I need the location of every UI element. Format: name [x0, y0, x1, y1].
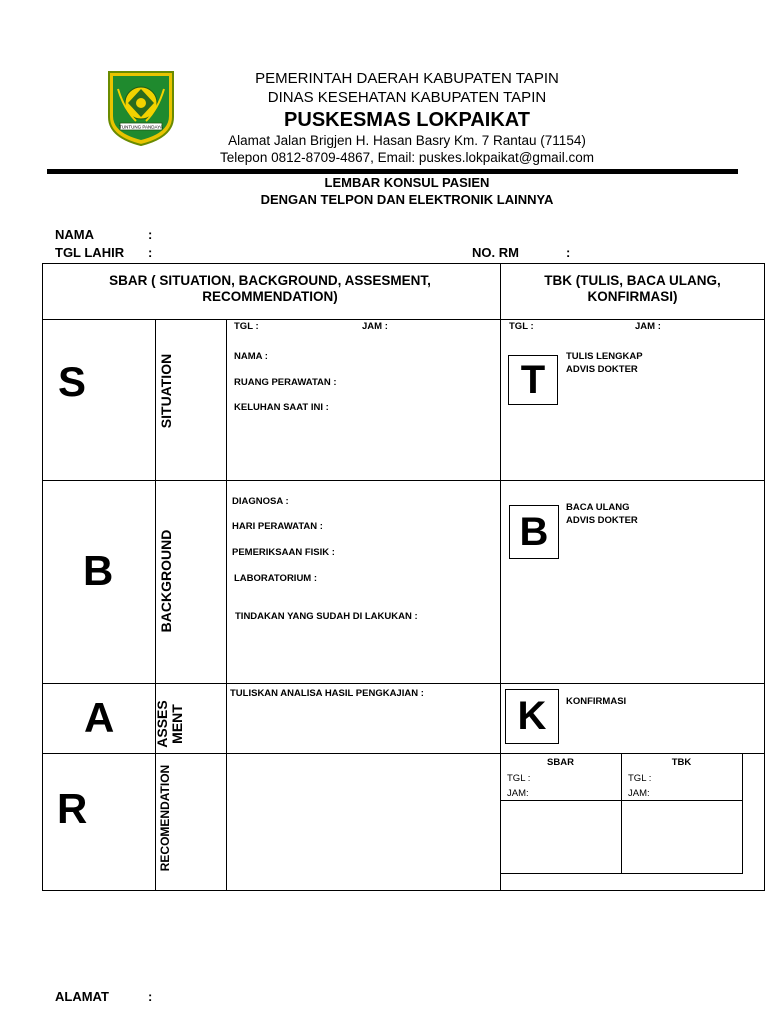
letter-r: R	[57, 785, 88, 832]
jam-label: JAM :	[362, 321, 388, 332]
table-divider	[42, 683, 765, 684]
header-contact: Telepon 0812-8709-4867, Email: puskes.lokpaikat@gmail.com	[220, 150, 594, 165]
svg-text:TUNTUNG PANDAYA: TUNTUNG PANDAYA	[119, 124, 163, 130]
sign-sbar-tgl: TGL :	[507, 773, 531, 784]
recommendation-label: RECOMENDATION	[158, 764, 172, 872]
form-subtitle: DENGAN TELPON DAN ELEKTRONIK LAINNYA	[260, 192, 554, 207]
background-pemeriksaan: PEMERIKSAAN FISIK :	[232, 547, 335, 558]
assessment-label: ASSES MENT	[154, 700, 185, 748]
form-title: LEMBAR KONSUL PASIEN	[324, 175, 490, 190]
no-rm-colon: :	[566, 245, 571, 260]
konfirmasi-text: KONFIRMASI	[566, 696, 627, 707]
tulis-line2: ADVIS DOKTER	[566, 364, 638, 375]
sign-tbk-tgl: TGL :	[628, 773, 652, 784]
no-rm-label: NO. RM	[472, 245, 519, 260]
background-tindakan: TINDAKAN YANG SUDAH DI LAKUKAN :	[235, 611, 418, 622]
letter-b: B	[83, 547, 114, 594]
sign-tbk-jam: JAM:	[628, 788, 650, 799]
table-divider	[42, 480, 765, 481]
letter-b-box: B	[509, 505, 559, 559]
header-divider	[47, 169, 738, 174]
tgl-lahir-label: TGL LAHIR	[55, 245, 125, 260]
situation-nama: NAMA :	[234, 351, 268, 362]
background-hari: HARI PERAWATAN :	[232, 521, 323, 532]
background-diagnosa: DIAGNOSA :	[232, 496, 289, 507]
sign-sbar-jam: JAM:	[507, 788, 529, 799]
letter-a: A	[84, 694, 115, 741]
situation-label: SITUATION	[158, 353, 174, 429]
baca-line1: BACA ULANG	[566, 502, 630, 513]
nama-colon: :	[148, 227, 153, 242]
sbar-header: SBAR ( SITUATION, BACKGROUND, ASSESMENT, RECOMMENDATION)	[109, 273, 431, 304]
background-label: BACKGROUND	[158, 529, 174, 633]
baca-line2: ADVIS DOKTER	[566, 515, 638, 526]
tgl-label: TGL :	[234, 321, 259, 332]
tbk-tgl-label: TGL :	[509, 321, 534, 332]
table-divider	[500, 800, 743, 801]
situation-keluhan: KELUHAN SAAT INI :	[234, 402, 329, 413]
letter-t-box: T	[508, 355, 558, 405]
table-divider	[155, 319, 156, 891]
header-department: DINAS KESEHATAN KABUPATEN TAPIN	[267, 89, 547, 106]
letter-k-box: K	[505, 689, 559, 744]
header-address: Alamat Jalan Brigjen H. Hasan Basry Km. 7 Rantau (71154)	[228, 133, 586, 148]
sign-sbar-header: SBAR	[547, 757, 574, 768]
alamat-colon: :	[148, 989, 153, 1004]
situation-ruang: RUANG PERAWATAN :	[234, 377, 337, 388]
sign-tbk-header: TBK	[671, 757, 692, 768]
table-divider	[42, 319, 765, 320]
background-lab: LABORATORIUM :	[234, 573, 318, 584]
page-title: PUSKESMAS LOKPAIKAT	[284, 109, 530, 131]
header-government: PEMERINTAH DAERAH KABUPATEN TAPIN	[255, 70, 559, 87]
tbk-jam-label: JAM :	[635, 321, 661, 332]
table-divider	[226, 319, 227, 891]
letter-s: S	[58, 358, 87, 405]
nama-label: NAMA	[55, 227, 94, 242]
tulis-line1: TULIS LENGKAP	[566, 351, 643, 362]
alamat-label: ALAMAT	[55, 989, 109, 1004]
tgl-lahir-colon: :	[148, 245, 153, 260]
tbk-header: TBK (TULIS, BACA ULANG, KONFIRMASI)	[544, 273, 721, 304]
assessment-text: TULISKAN ANALISA HASIL PENGKAJIAN :	[230, 688, 424, 699]
table-divider	[621, 753, 622, 874]
